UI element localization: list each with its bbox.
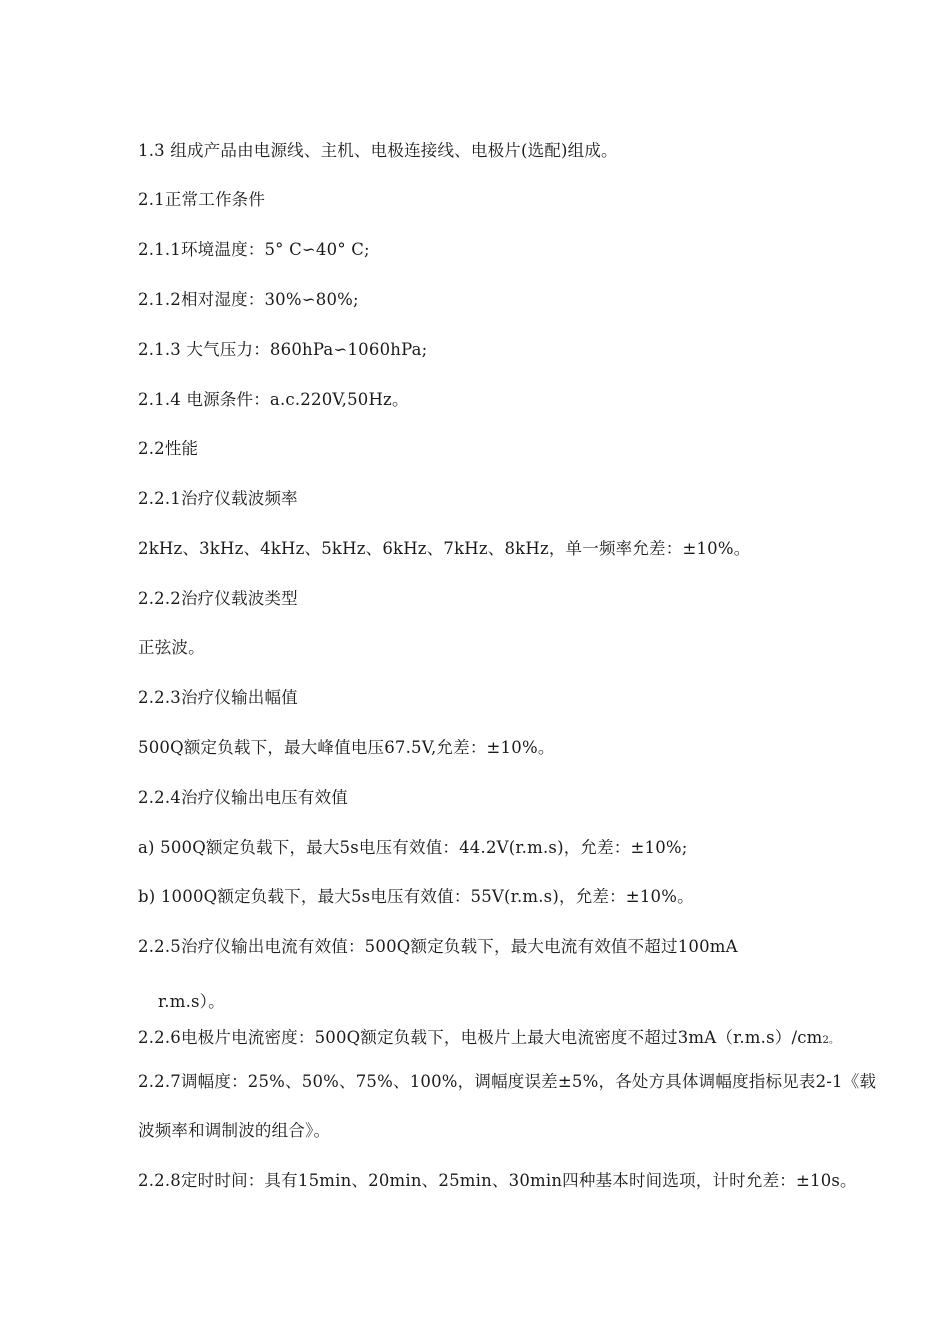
para-2-1-3: 2.1.3 大气压力：860hPa∽1060hPa; <box>138 340 428 359</box>
heading-2-2-4: 2.2.4治疗仪输出电压有效值 <box>138 788 348 807</box>
para-peak-voltage: 500Q额定负载下，最大峰值电压67.5V,允差：±10%。 <box>138 738 555 757</box>
para-2-2-5-continued: r.m.s）。 <box>158 992 225 1011</box>
heading-2-2-1: 2.2.1治疗仪载波频率 <box>138 489 298 508</box>
para-2-2-6-suffix: 2。 <box>822 1035 840 1046</box>
para-carrier-frequencies: 2kHz、3kHz、4kHz、5kHz、6kHz、7kHz、8kHz，单一频率允差：±10%。 <box>138 539 751 558</box>
list-item-a: a) 500Q额定负载下，最大5s电压有效值：44.2V(r.m.s)，允差：±10%; <box>138 838 688 857</box>
para-2-2-8: 2.2.8定时时间：具有15min、20min、25min、30min四种基本时间选项，计时允差：±10s。 <box>138 1171 857 1190</box>
para-2-1-4: 2.1.4 电源条件：a.c.220V,50Hz。 <box>138 390 409 409</box>
heading-2-2-2: 2.2.2治疗仪载波类型 <box>138 589 298 608</box>
para-1-3: 1.3 组成产品由电源线、主机、电极连接线、电极片(选配)组成。 <box>138 141 618 160</box>
para-2-2-5: 2.2.5治疗仪输出电流有效值：500Q额定负载下，最大电流有效值不超过100mA <box>138 937 738 956</box>
para-2-1-2: 2.1.2相对湿度：30%∽80%; <box>138 290 359 309</box>
para-2-2-6-text: 2.2.6电极片电流密度：500Q额定负载下，电极片上最大电流密度不超过3mA（r.m.s）/cm <box>138 1028 823 1047</box>
para-2-1-1: 2.1.1环境温度：5° C∽40° C; <box>138 240 370 259</box>
para-sine-wave: 正弦波。 <box>138 638 205 657</box>
heading-2-1: 2.1正常工作条件 <box>138 190 266 209</box>
heading-2-2-3: 2.2.3治疗仪输出幅值 <box>138 688 298 707</box>
heading-2-2: 2.2性能 <box>138 439 199 458</box>
para-2-2-7: 2.2.7调幅度：25%、50%、75%、100%，调幅度误差±5%，各处方具体调幅度指标见表2-1《载 <box>138 1072 877 1091</box>
para-2-2-6 <box>138 1027 839 1052</box>
para-2-2-7-continued: 波频率和调制波的组合》。 <box>138 1121 331 1140</box>
list-item-b: b) 1000Q额定负载下，最大5s电压有效值：55V(r.m.s)，允差：±10%。 <box>138 887 694 906</box>
